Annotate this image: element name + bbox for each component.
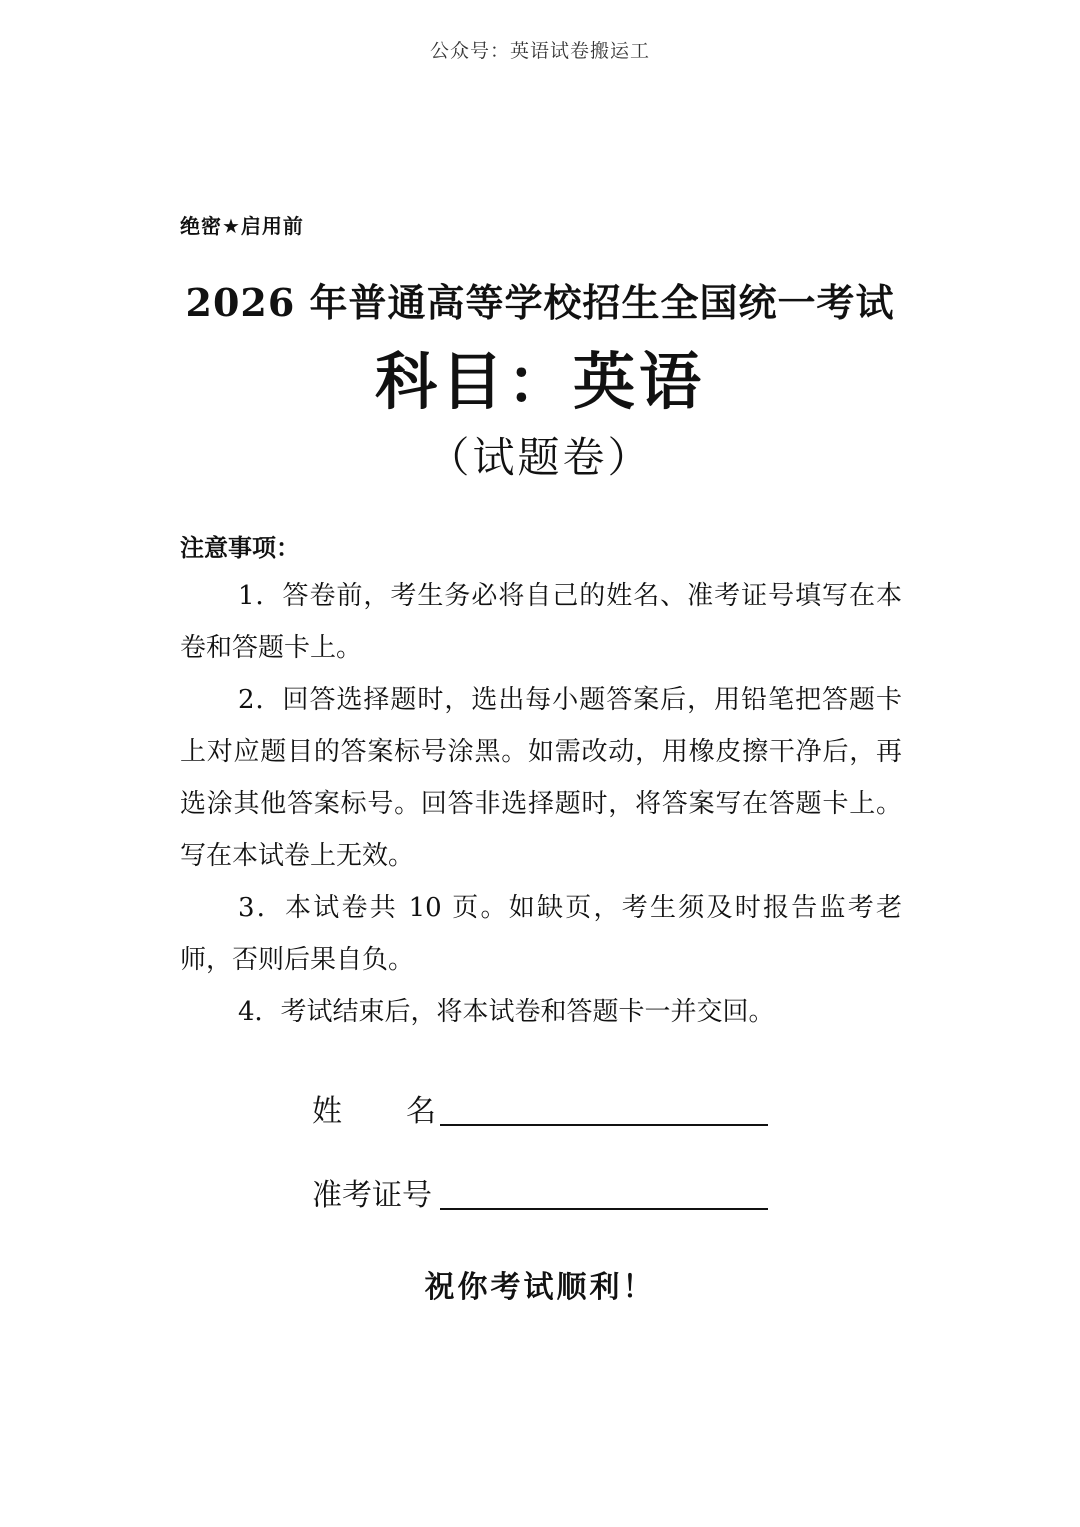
name-field-row — [312, 1086, 768, 1130]
name-field-blank[interactable] — [440, 1124, 768, 1126]
watermark-text: 公众号：英语试卷搬运工 — [429, 40, 650, 62]
confidential-label: 绝密★启用前 — [180, 214, 304, 238]
name-field-label: 姓名 — [312, 1094, 500, 1129]
notice-item-4: 4．考试结束后，将本试卷和答题卡一并交回。 — [238, 997, 775, 1027]
closing-wish: 祝你考试顺利！ — [424, 1270, 656, 1305]
notice-list — [180, 570, 902, 1038]
exam-title: 2026 年普通高等学校招生全国统一考试 — [185, 280, 895, 325]
admission-id-field-blank[interactable] — [440, 1208, 768, 1210]
paper-type: （试题卷） — [427, 433, 653, 482]
notice-item-1: 1．答卷前，考生务必将自己的姓名、准考证号填写在本卷和答题卡上。 — [180, 581, 902, 663]
notice-heading: 注意事项： — [180, 534, 300, 562]
admission-id-field-row — [312, 1170, 768, 1214]
subject-title: 科目：英语 — [374, 345, 705, 418]
notice-item-3: 3．本试卷共 10 页。如缺页，考生须及时报告监考老师，否则后果自负。 — [180, 893, 902, 975]
admission-id-field-label: 准考证号 — [312, 1178, 432, 1213]
notice-item-2: 2．回答选择题时，选出每小题答案后，用铅笔把答题卡上对应题目的答案标号涂黑。如需改动，用橡皮擦干净后，再选涂其他答案标号。回答非选择题时，将答案写在答题卡上。写在本试卷上无效。 — [180, 685, 902, 871]
